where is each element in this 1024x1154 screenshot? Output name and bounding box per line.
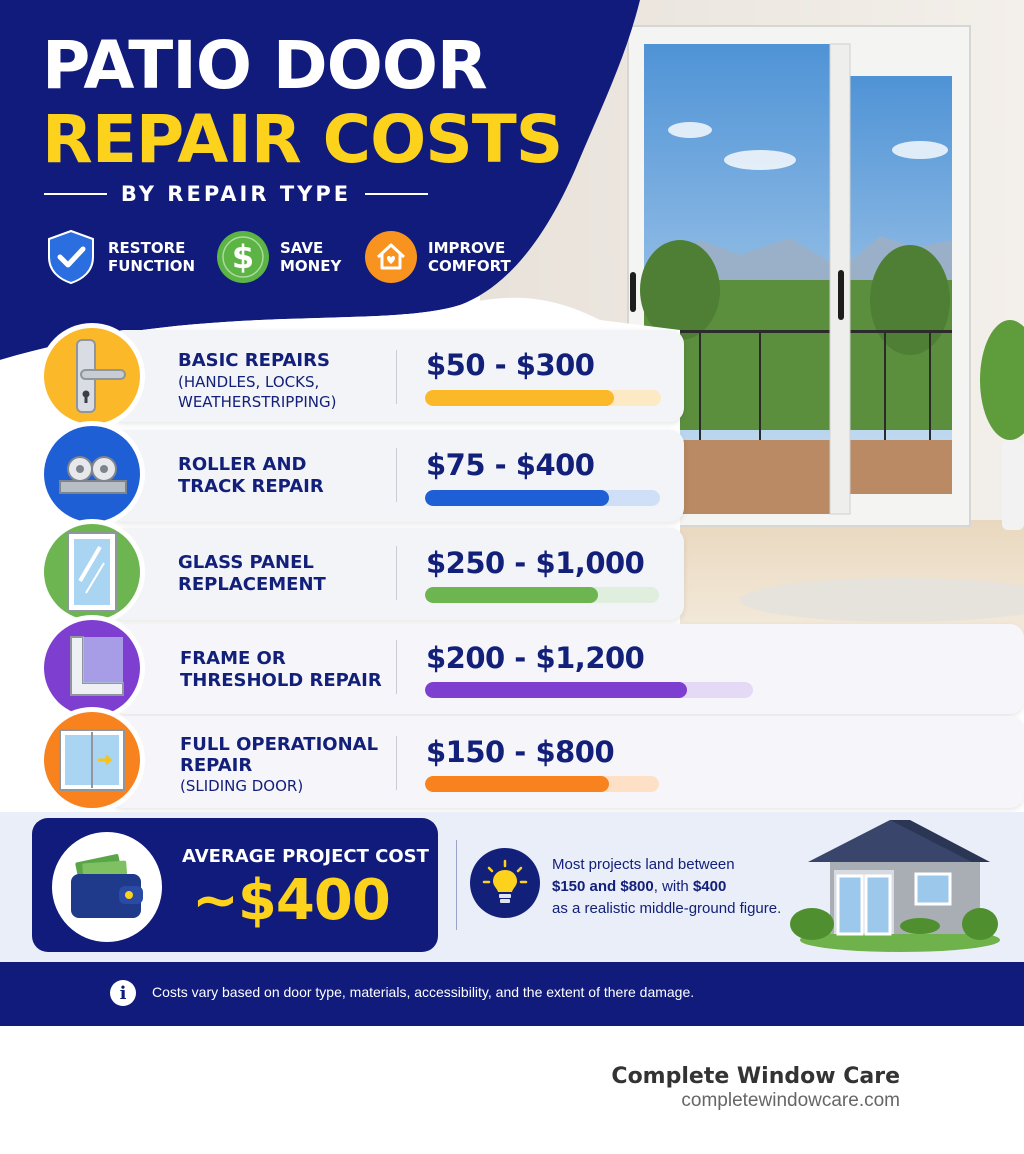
roller-track-icon (44, 426, 140, 522)
brand-name: Complete Window Care (611, 1064, 900, 1089)
cost-bar-fill (425, 490, 609, 506)
repair-price: $150 - $800 (426, 735, 615, 769)
benefit-label-line2: COMFORT (428, 257, 511, 275)
page-title-line2: REPAIR COSTS (42, 101, 563, 178)
repair-label (178, 454, 324, 498)
cost-bar-fill (425, 776, 609, 792)
repair-price: $250 - $1,000 (426, 546, 645, 580)
benefit-label-line1: SAVE (280, 239, 324, 257)
cost-bar-track (425, 587, 659, 603)
repair-label (178, 552, 326, 596)
cost-bar-fill (425, 682, 687, 698)
row-divider (396, 736, 397, 790)
row-divider (396, 448, 397, 502)
benefit-restore-function (44, 230, 195, 284)
benefit-label-line1: RESTORE (108, 239, 186, 257)
repair-label (178, 350, 337, 412)
house-illustration (790, 814, 1000, 954)
lightbulb-icon (470, 848, 540, 918)
benefit-label-line2: MONEY (280, 257, 342, 275)
repair-price: $50 - $300 (426, 348, 595, 382)
cost-bar-fill (425, 587, 598, 603)
repair-label-line1: GLASS PANEL (178, 552, 314, 573)
repair-label-line1: FRAME OR (180, 648, 286, 669)
repair-label (180, 648, 382, 692)
dollar-icon (216, 230, 270, 284)
average-cost-label: AVERAGE PROJECT COST (182, 846, 429, 867)
repair-label-sub1: (SLIDING DOOR) (180, 777, 304, 795)
repair-label-line1: BASIC REPAIRS (178, 350, 330, 371)
average-note-post: as a realistic middle-ground figure. (552, 900, 782, 917)
door-handle-icon (44, 328, 140, 424)
subtitle-rule-left (44, 193, 107, 195)
repair-price: $200 - $1,200 (426, 641, 645, 675)
repair-label-line2: THRESHOLD REPAIR (180, 670, 382, 691)
average-note-pre: Most projects land between (552, 856, 735, 873)
average-note-value: $400 (692, 878, 727, 895)
svg-text:$: $ (231, 238, 255, 276)
repair-label-line1: FULL OPERATIONAL (180, 734, 379, 755)
cost-bar-track (425, 682, 753, 698)
cost-bar-track (425, 390, 661, 406)
subtitle: BY REPAIR TYPE (120, 182, 352, 206)
house-heart-icon (364, 230, 418, 284)
cost-bar-track (425, 490, 660, 506)
repair-price: $75 - $400 (426, 448, 595, 482)
frame-corner-icon (44, 620, 140, 716)
repair-label (180, 734, 378, 796)
repair-label-sub2: WEATHERSTRIPPING) (178, 393, 337, 411)
benefit-label-line1: IMPROVE (428, 239, 506, 257)
benefit-label-line2: FUNCTION (108, 257, 196, 275)
cost-bar-track (425, 776, 659, 792)
shield-check-icon (44, 230, 98, 284)
info-icon: i (110, 980, 136, 1006)
subtitle-row (44, 178, 428, 210)
sliding-door-icon (44, 712, 140, 808)
benefit-improve-comfort (364, 230, 511, 284)
brand-url[interactable]: completewindowcare.com (681, 1090, 900, 1111)
average-note-range: $150 and $800 (552, 878, 654, 895)
repair-label-line1: ROLLER AND (178, 454, 307, 475)
repair-label-line2: REPAIR (180, 755, 253, 776)
glass-panel-icon (44, 524, 140, 620)
repair-label-line2: REPLACEMENT (178, 574, 326, 595)
repair-label-sub1: (HANDLES, LOCKS, (178, 373, 320, 391)
info-text: Costs vary based on door type, materials, accessibility, and the extent of there damage. (152, 984, 695, 1000)
repair-label-line2: TRACK REPAIR (178, 476, 324, 497)
wallet-icon (52, 832, 162, 942)
row-divider (396, 640, 397, 694)
average-divider (456, 840, 457, 930)
cost-bar-fill (425, 390, 614, 406)
average-note-mid: , with (653, 878, 689, 895)
subtitle-rule-right (365, 193, 428, 195)
average-cost-value: ~$400 (192, 868, 390, 933)
row-divider (396, 546, 397, 600)
average-note (552, 854, 802, 920)
benefit-save-money (216, 230, 341, 284)
row-divider (396, 350, 397, 404)
page-title-line1: PATIO DOOR (42, 27, 487, 104)
